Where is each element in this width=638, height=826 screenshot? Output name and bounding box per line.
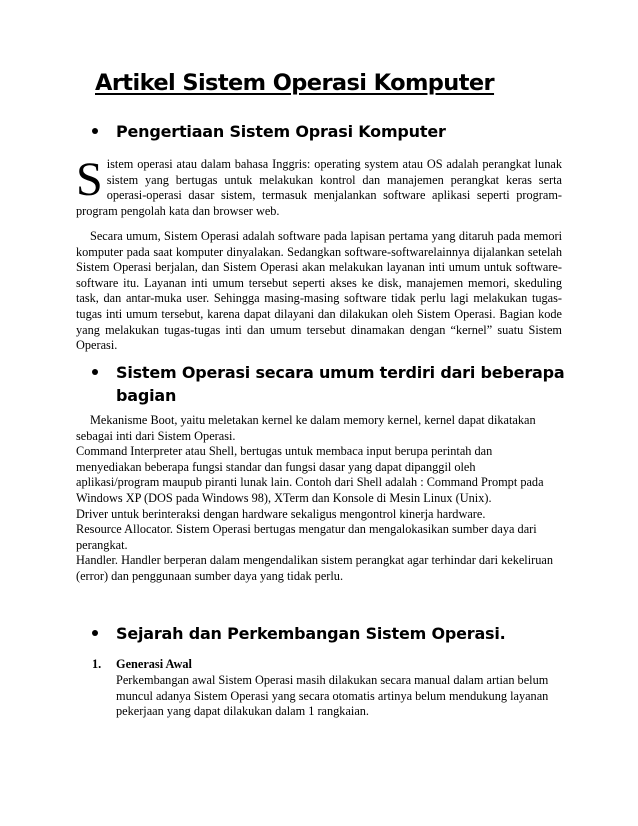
text-line: (error) dan penggunaan sumber daya yang tidak perlu. bbox=[76, 568, 344, 583]
section-heading-bagian bbox=[92, 361, 564, 407]
text-line: Perkembangan awal Sistem Operasi masih dilakukan secara manual dalam artian belum bbox=[116, 673, 549, 687]
intro-paragraph-text: istem operasi atau dalam bahasa Inggris: operating system atau OS adalah perangkat lunak sistem yang bertugas untuk melakukan kontrol dan manajemen perangkat keras serta operasi-operasi dasar sistem, termasuk menjalankan software aplikasi seperti program-program pengolah kata dan browser web. bbox=[76, 157, 562, 218]
section-heading-pengertian bbox=[92, 120, 446, 143]
section-heading-line-1: Sistem Operasi secara umum terdiri dari beberapa bbox=[116, 363, 565, 382]
bullet-icon bbox=[92, 128, 98, 134]
text-line: muncul adanya Sistem Operasi yang secara otomatis artinya belum mendukung layanan bbox=[116, 688, 549, 703]
intro-paragraph bbox=[76, 153, 562, 219]
text-line: perangkat. bbox=[76, 537, 128, 552]
section-heading-text: Sejarah dan Perkembangan Sistem Operasi. bbox=[116, 624, 506, 643]
text-line: aplikasi/program maupub piranti lunak lain. Contoh dari Shell adalah : Command Prompt pada bbox=[76, 475, 544, 490]
section-heading-sejarah bbox=[92, 622, 506, 645]
text-line: Handler. Handler berperan dalam mengendalikan sistem perangkat agar terhindar dari kekeliruan bbox=[76, 553, 553, 568]
text-line: menyediakan beberapa fungsi standar dan fungsi dasar yang dapat dipanggil oleh bbox=[76, 459, 476, 474]
list-item-title: Generasi Awal bbox=[116, 657, 192, 671]
list-item-body bbox=[116, 673, 564, 720]
section-heading-line-2: bagian bbox=[116, 386, 177, 405]
text-line: pekerjaan yang dapat dilakukan dalam 1 rangkaian. bbox=[116, 704, 370, 719]
section-heading-text: Pengertiaan Sistem Oprasi Komputer bbox=[116, 122, 446, 141]
body-paragraph: Secara umum, Sistem Operasi adalah software pada lapisan pertama yang ditaruh pada memori komputer pada saat komputer dinyalakan. Sedangkan software-softwarelainnya dijalankan setelah Sistem Operasi berjalan, dan Sistem Operasi akan melakukan layanan inti umum untuk software-software itu. Layanan inti umum tersebut seperti akses ke disk, manajemen memori, skeduling task, dan antar-muka user. Sehingga masing-masing software tidak perlu lagi melakukan tugas-tugas inti umum tersebut, karena dapat dilayani dan dilakukan oleh Sistem Operasi. Bagian kode yang melakukan tugas-tugas inti dan umum tersebut dinamakan dengan “kernel” suatu Sistem Operasi. bbox=[76, 229, 562, 353]
text-line: Command Interpreter atau Shell, bertugas untuk membaca input berupa perintah dan bbox=[76, 444, 493, 459]
text-line: sebagai inti dari Sistem Operasi. bbox=[76, 428, 236, 443]
text-line: Resource Allocator. Sistem Operasi bertugas mengatur dan mengalokasikan sumber daya dari bbox=[76, 522, 537, 537]
list-item-number: 1. bbox=[92, 657, 102, 671]
text-line: Windows XP (DOS pada Windows 98), XTerm dan Konsole di Mesin Linux (Unix). bbox=[76, 490, 492, 505]
components-text-block bbox=[76, 413, 576, 585]
bullet-icon bbox=[92, 369, 98, 375]
drop-cap: S bbox=[76, 153, 103, 206]
text-line: Mekanisme Boot, yaitu meletakan kernel ke dalam memory kernel, kernel dapat dikatakan bbox=[90, 413, 536, 427]
bullet-icon bbox=[92, 630, 98, 636]
text-line: Driver untuk berinteraksi dengan hardware sekaligus mengontrol kinerja hardware. bbox=[76, 506, 486, 521]
article-title: Artikel Sistem Operasi Komputer bbox=[95, 70, 495, 96]
